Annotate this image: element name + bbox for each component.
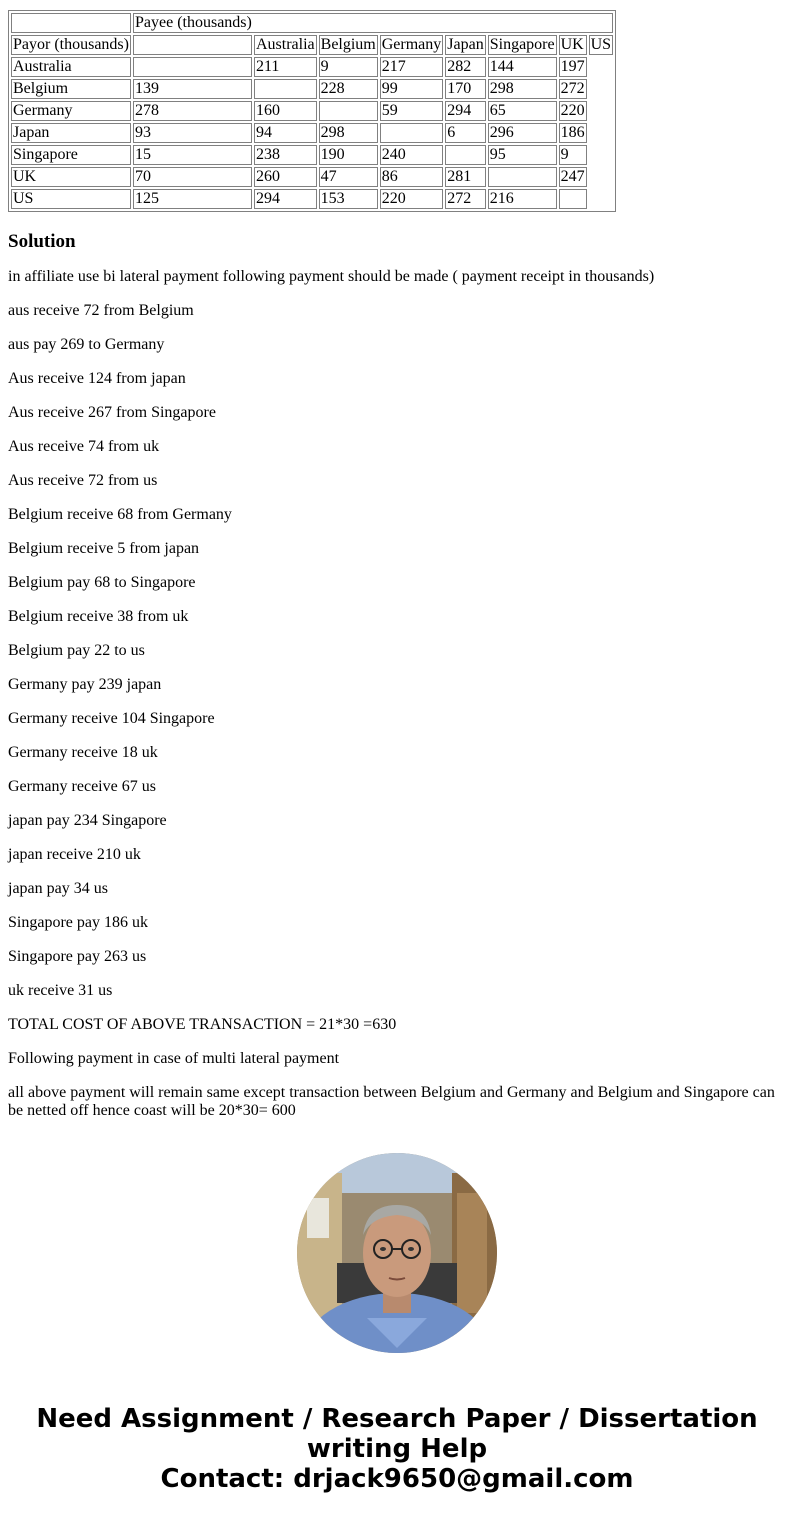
table-cell — [133, 57, 252, 77]
table-cell: 281 — [445, 167, 485, 187]
column-header: US — [590, 36, 612, 53]
promo-banner — [0, 1404, 794, 1494]
table-cell: 125 — [133, 189, 252, 209]
table-cell: 153 — [319, 189, 378, 209]
solution-line: Belgium pay 68 to Singapore — [8, 574, 196, 591]
promo-line-2: writing Help — [306, 1434, 488, 1464]
table-cell: 282 — [445, 57, 485, 77]
table-cell: 197 — [560, 58, 585, 75]
solution-line: Aus receive 72 from us — [8, 472, 158, 489]
solution-conclusion: all above payment will remain same except transaction between Belgium and Germany and Belgium and Singapore can be netted off hence coast will be 20*30= 600 — [8, 1084, 775, 1119]
column-header: Australia — [255, 36, 315, 53]
table-cell: 217 — [380, 57, 444, 77]
table-cell: 186 — [560, 124, 585, 141]
table-cell: 278 — [133, 101, 252, 121]
table-cell: 216 — [488, 189, 557, 209]
table-cell: 220 — [560, 102, 585, 119]
table-cell: 99 — [380, 79, 444, 99]
table-cell: 170 — [445, 79, 485, 99]
table-cell — [319, 101, 378, 121]
solution-line: Germany pay 239 japan — [8, 676, 162, 693]
solution-line: Germany receive 18 uk — [8, 744, 158, 761]
table-cell: 211 — [254, 57, 317, 77]
row-header: Japan — [11, 123, 131, 143]
table-header-row-2 — [11, 35, 613, 55]
table-cell: 272 — [445, 189, 485, 209]
table-cell: 294 — [254, 189, 317, 209]
table-row — [11, 57, 613, 77]
table-cell: 247 — [560, 168, 585, 185]
table-cell: 238 — [254, 145, 317, 165]
solution-line: japan pay 34 us — [8, 880, 108, 897]
table-cell: 294 — [445, 101, 485, 121]
author-avatar — [297, 1153, 497, 1353]
row-header: Belgium — [11, 79, 131, 99]
table-cell: 220 — [380, 189, 444, 209]
table-row — [11, 167, 613, 187]
row-header: US — [11, 189, 131, 209]
solution-line: Aus receive 124 from japan — [8, 370, 186, 387]
column-header: Germany — [381, 36, 442, 53]
table-cell: 9 — [319, 57, 378, 77]
solution-heading: Solution — [8, 231, 76, 252]
table-cell — [445, 145, 485, 165]
solution-line: uk receive 31 us — [8, 982, 113, 999]
solution-line: Singapore pay 263 us — [8, 948, 147, 965]
row-header: Germany — [11, 101, 131, 121]
table-cell: 6 — [445, 123, 485, 143]
solution-line: Germany receive 104 Singapore — [8, 710, 215, 727]
solution-line: Belgium pay 22 to us — [8, 642, 145, 659]
column-header: Belgium — [320, 36, 376, 53]
table-cell: 65 — [488, 101, 557, 121]
document-page — [8, 10, 786, 1120]
solution-line: in affiliate use bi lateral payment following payment should be made ( payment receipt in thousands) — [8, 268, 655, 285]
table-cell: 70 — [133, 167, 252, 187]
table-row — [11, 79, 613, 99]
column-header — [133, 35, 252, 55]
row-header: UK — [11, 167, 131, 187]
table-cell: 86 — [380, 167, 444, 187]
payment-matrix-table — [8, 10, 616, 212]
solution-line: Germany receive 67 us — [8, 778, 156, 795]
solution-line: japan pay 234 Singapore — [8, 812, 167, 829]
solution-line: aus pay 269 to Germany — [8, 336, 165, 353]
table-header-row-1 — [11, 13, 613, 33]
table-cell: 93 — [133, 123, 252, 143]
solution-line: Belgium receive 5 from japan — [8, 540, 200, 557]
table-cell — [380, 123, 444, 143]
table-cell — [488, 167, 557, 187]
column-header: Japan — [447, 36, 484, 53]
person-photo-icon — [297, 1153, 497, 1353]
solution-line: Belgium receive 68 from Germany — [8, 506, 232, 523]
table-cell: 139 — [133, 79, 252, 99]
table-cell: 47 — [319, 167, 378, 187]
table-row — [11, 189, 613, 209]
solution-line: Singapore pay 186 uk — [8, 914, 148, 931]
promo-line-1: Need Assignment / Research Paper / Dissertation — [36, 1404, 758, 1434]
table-cell: 190 — [319, 145, 378, 165]
table-cell: 272 — [560, 80, 585, 97]
row-header: Singapore — [11, 145, 131, 165]
table-cell — [254, 79, 317, 99]
table-cell: 298 — [319, 123, 378, 143]
solution-line: aus receive 72 from Belgium — [8, 302, 194, 319]
table-row — [11, 123, 613, 143]
solution-body — [8, 268, 786, 1120]
table-row — [11, 101, 613, 121]
table-cell: 298 — [488, 79, 557, 99]
payee-header: Payee (thousands) — [133, 13, 613, 33]
solution-line: Aus receive 74 from uk — [8, 438, 160, 455]
table-cell: 296 — [488, 123, 557, 143]
solution-line: Following payment in case of multi lateral payment — [8, 1050, 340, 1067]
table-cell: 144 — [488, 57, 557, 77]
table-corner-cell — [11, 13, 131, 33]
table-cell: 94 — [254, 123, 317, 143]
table-cell: 260 — [254, 167, 317, 187]
table-cell: 228 — [319, 79, 378, 99]
payor-header: Payor (thousands) — [13, 36, 129, 53]
table-cell: 95 — [488, 145, 557, 165]
table-cell — [559, 189, 587, 209]
row-header: Australia — [11, 57, 131, 77]
table-cell: 240 — [380, 145, 444, 165]
solution-total-line: TOTAL COST OF ABOVE TRANSACTION = 21*30 =630 — [8, 1016, 397, 1033]
table-cell: 9 — [559, 145, 587, 165]
table-row — [11, 145, 613, 165]
solution-line: Belgium receive 38 from uk — [8, 608, 189, 625]
table-cell: 59 — [380, 101, 444, 121]
solution-line: japan receive 210 uk — [8, 846, 141, 863]
promo-contact-email: Contact: drjack9650@gmail.com — [160, 1464, 634, 1494]
table-cell: 160 — [254, 101, 317, 121]
table-cell: 15 — [133, 145, 252, 165]
column-header: Singapore — [489, 36, 555, 53]
column-header: UK — [559, 35, 587, 55]
solution-line: Aus receive 267 from Singapore — [8, 404, 216, 421]
